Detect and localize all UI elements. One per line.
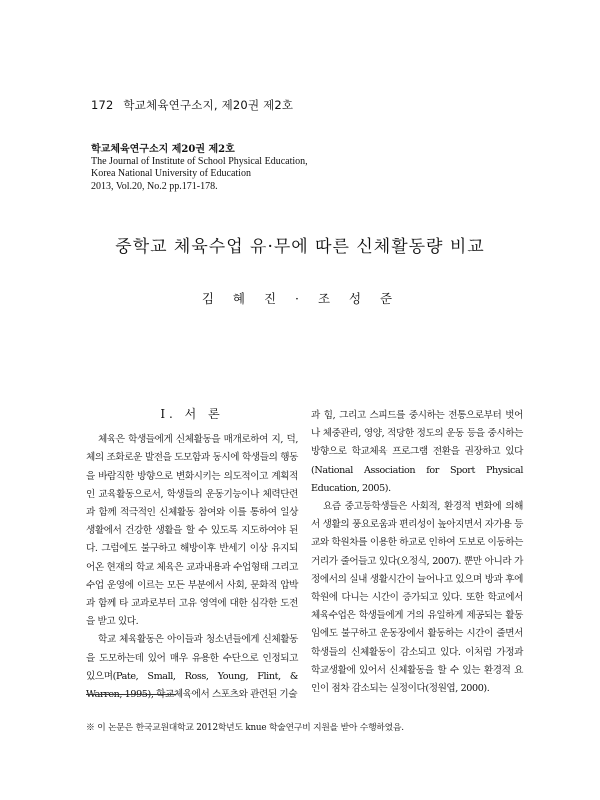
journal-institution: Korea National University of Education: [91, 168, 251, 180]
journal-korean-name: 학교체육연구소지 제20권 제2호: [91, 144, 235, 155]
journal-info: [91, 144, 308, 193]
left-column: [86, 405, 298, 704]
article-authors: 김 혜 진 · 조 성 준: [201, 291, 399, 306]
running-header: [91, 97, 293, 113]
page-number: 172: [91, 98, 114, 112]
body-paragraph: 학교 체육활동은 아이들과 청소년들에게 신체활동을 도모하는데 있어 매우 유용한 수단으로 인정되고 있으며(Pate, Small, Ross, Young, Flint, & Warren, 1995), 학교체육에서 스포츠와 관련된 기술: [86, 634, 298, 701]
body-paragraph: 체육은 학생들에게 신체활동을 매개로하여 지, 덕, 체의 조화로운 발전을 도모함과 동시에 학생들의 행동을 바람직한 방향으로 변화시키는 의도적이고 계획적인 교육활동으로서, 학생들의 운동기능이나 체력단련과 함께 적극적인 신체활동 참여와 이를 통하여 일상생활에서 건강한 생활을 할 수 있도록 지도하여야 된다. 그럼에도 불구하고 해방이후 반세기 이상 유지되어온 현재의 학교 체육은 교과내용과 수업형태 그리고 수업 운영에 이르는 모든 부분에서 사회, 문화적 압박과 함께 타 교과로부터 고유 영역에 대한 심각한 도전을 받고 있다.: [86, 434, 298, 628]
footnote: ※ 이 논문은 한국교원대학교 2012학년도 knue 학술연구비 지원을 받아 수행하였음.: [86, 723, 404, 733]
section-heading: Ⅰ. 서 론: [160, 407, 224, 421]
body-paragraph: 과 힘, 그리고 스피드를 중시하는 전통으로부터 벗어나 체중관리, 영양, 적당한 정도의 운동 등을 중시하는 방향으로 학교체육 프로그램 전환을 권장하고 있다(National Association for Sport Physical Education, 2005).: [311, 410, 523, 494]
article-title: 중학교 체육수업 유·무에 따른 신체활동량 비교: [115, 237, 485, 257]
footnote-divider: [86, 694, 176, 695]
body-paragraph: 요즘 중고등학생들은 사회적, 환경적 변화에 의해서 생활의 풍요로움과 편리성이 높아지면서 자가용 등교와 학원차를 이용한 하교로 인하여 도보로 이동하는 거리가 줄어들고 있다(오정식, 2007). 뿐만 아니라 가정에서의 실내 생활시간이 늘어나고 있으며 방과 후에 학원에 다니는 시간이 증가되고 있다. 또한 학교에서 체육수업은 학생들에게 거의 유일하게 제공되는 활동 임에도 불구하고 운동장에서 활동하는 시간이 줄면서 학생들의 신체활동이 감소되고 있다. 이처럼 가정과 학교생활에 있어서 신체활동을 할 수 있는 환경적 요인이 점차 감소되는 실정이다(정원엽, 2000).: [311, 501, 523, 695]
journal-english-name: The Journal of Institute of School Physical Education,: [91, 156, 308, 168]
right-column: [311, 407, 523, 698]
journal-citation: 2013, Vol.20, No.2 pp.171-178.: [91, 180, 218, 192]
running-title: 학교체육연구소지, 제20권 제2호: [123, 98, 294, 112]
